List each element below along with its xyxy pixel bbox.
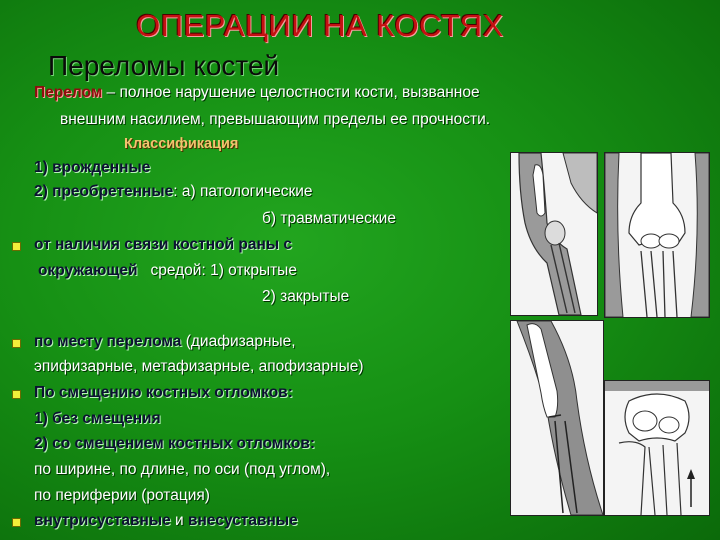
bullet-marker bbox=[12, 390, 21, 399]
class-item-2-sub: : а) патологические bbox=[173, 183, 313, 200]
definition-text-1: – полное нарушение целостности кости, вызванное bbox=[102, 84, 480, 101]
bullet-1-line-3 bbox=[262, 288, 349, 306]
bullet-2-line-1 bbox=[34, 333, 296, 351]
xray-elbow-ap-image bbox=[604, 152, 710, 318]
class-item-2b-text: б) травматические bbox=[262, 210, 396, 227]
fracture-arm-drawing bbox=[511, 321, 603, 515]
bullet-1-closed: 2) закрытые bbox=[262, 288, 350, 305]
fracture-arm-image bbox=[510, 320, 604, 516]
xray-elbow-displacement-image bbox=[604, 380, 710, 516]
bullet-1-word: окружающей bbox=[38, 262, 138, 279]
bullet-1-space bbox=[138, 262, 151, 279]
bullet-3-line-1: По смещению костных отломков: bbox=[34, 384, 293, 401]
class-item-1: 1) врожденные bbox=[34, 159, 151, 176]
bullet-3-line-2: 1) без смещения bbox=[34, 410, 161, 427]
class-item-2-label: 2) преобретенные bbox=[34, 183, 174, 200]
xray-elbow-lateral-image bbox=[510, 152, 598, 316]
bullet-2-list: эпифизарные, метафизарные, апофизарные) bbox=[34, 358, 364, 375]
bullet-1-line-2 bbox=[38, 262, 297, 280]
bullet-marker bbox=[12, 518, 21, 527]
classification-heading: Классификация bbox=[124, 136, 239, 152]
elbow-displacement-drawing bbox=[605, 381, 709, 515]
bullet-2-label: по месту перелома bbox=[34, 333, 182, 350]
bullet-4-and: и bbox=[170, 512, 189, 529]
bullet-3-types: по ширине, по длине, по оси (под углом), bbox=[34, 461, 331, 478]
bullet-2-line-2 bbox=[34, 358, 364, 376]
elbow-ap-drawing bbox=[605, 153, 709, 317]
definition-line-1 bbox=[34, 84, 480, 102]
class-item-2 bbox=[34, 183, 313, 201]
bullet-2-paren: (диафизарные, bbox=[181, 333, 296, 350]
bullet-3-rotation: по периферии (ротация) bbox=[34, 487, 210, 504]
bullet-4-intra: внутрисуставные bbox=[34, 512, 171, 529]
bullet-3-line-3: 2) со смещением костных отломков: bbox=[34, 435, 316, 452]
slide-title: ОПЕРАЦИИ НА КОСТЯХ bbox=[136, 8, 504, 43]
slide-subtitle: Переломы костей bbox=[48, 50, 280, 81]
class-item-2-sub-b bbox=[262, 210, 396, 228]
bullet-marker bbox=[12, 339, 21, 348]
bullet-1-line-1: от наличия связи костной раны с bbox=[34, 236, 293, 253]
bullet-4-line-1 bbox=[34, 512, 298, 530]
elbow-lateral-drawing bbox=[511, 153, 597, 315]
bullet-1-open: средой: 1) открытые bbox=[150, 262, 297, 279]
bullet-3-line-5 bbox=[34, 487, 210, 505]
bullet-3-line-4 bbox=[34, 461, 330, 479]
definition-line-2: внешним насилием, превышающим пределы ее прочности. bbox=[60, 111, 491, 128]
definition-term: Перелом bbox=[34, 84, 103, 101]
bullet-4-extra: внесуставные bbox=[188, 512, 298, 529]
bullet-marker bbox=[12, 242, 21, 251]
